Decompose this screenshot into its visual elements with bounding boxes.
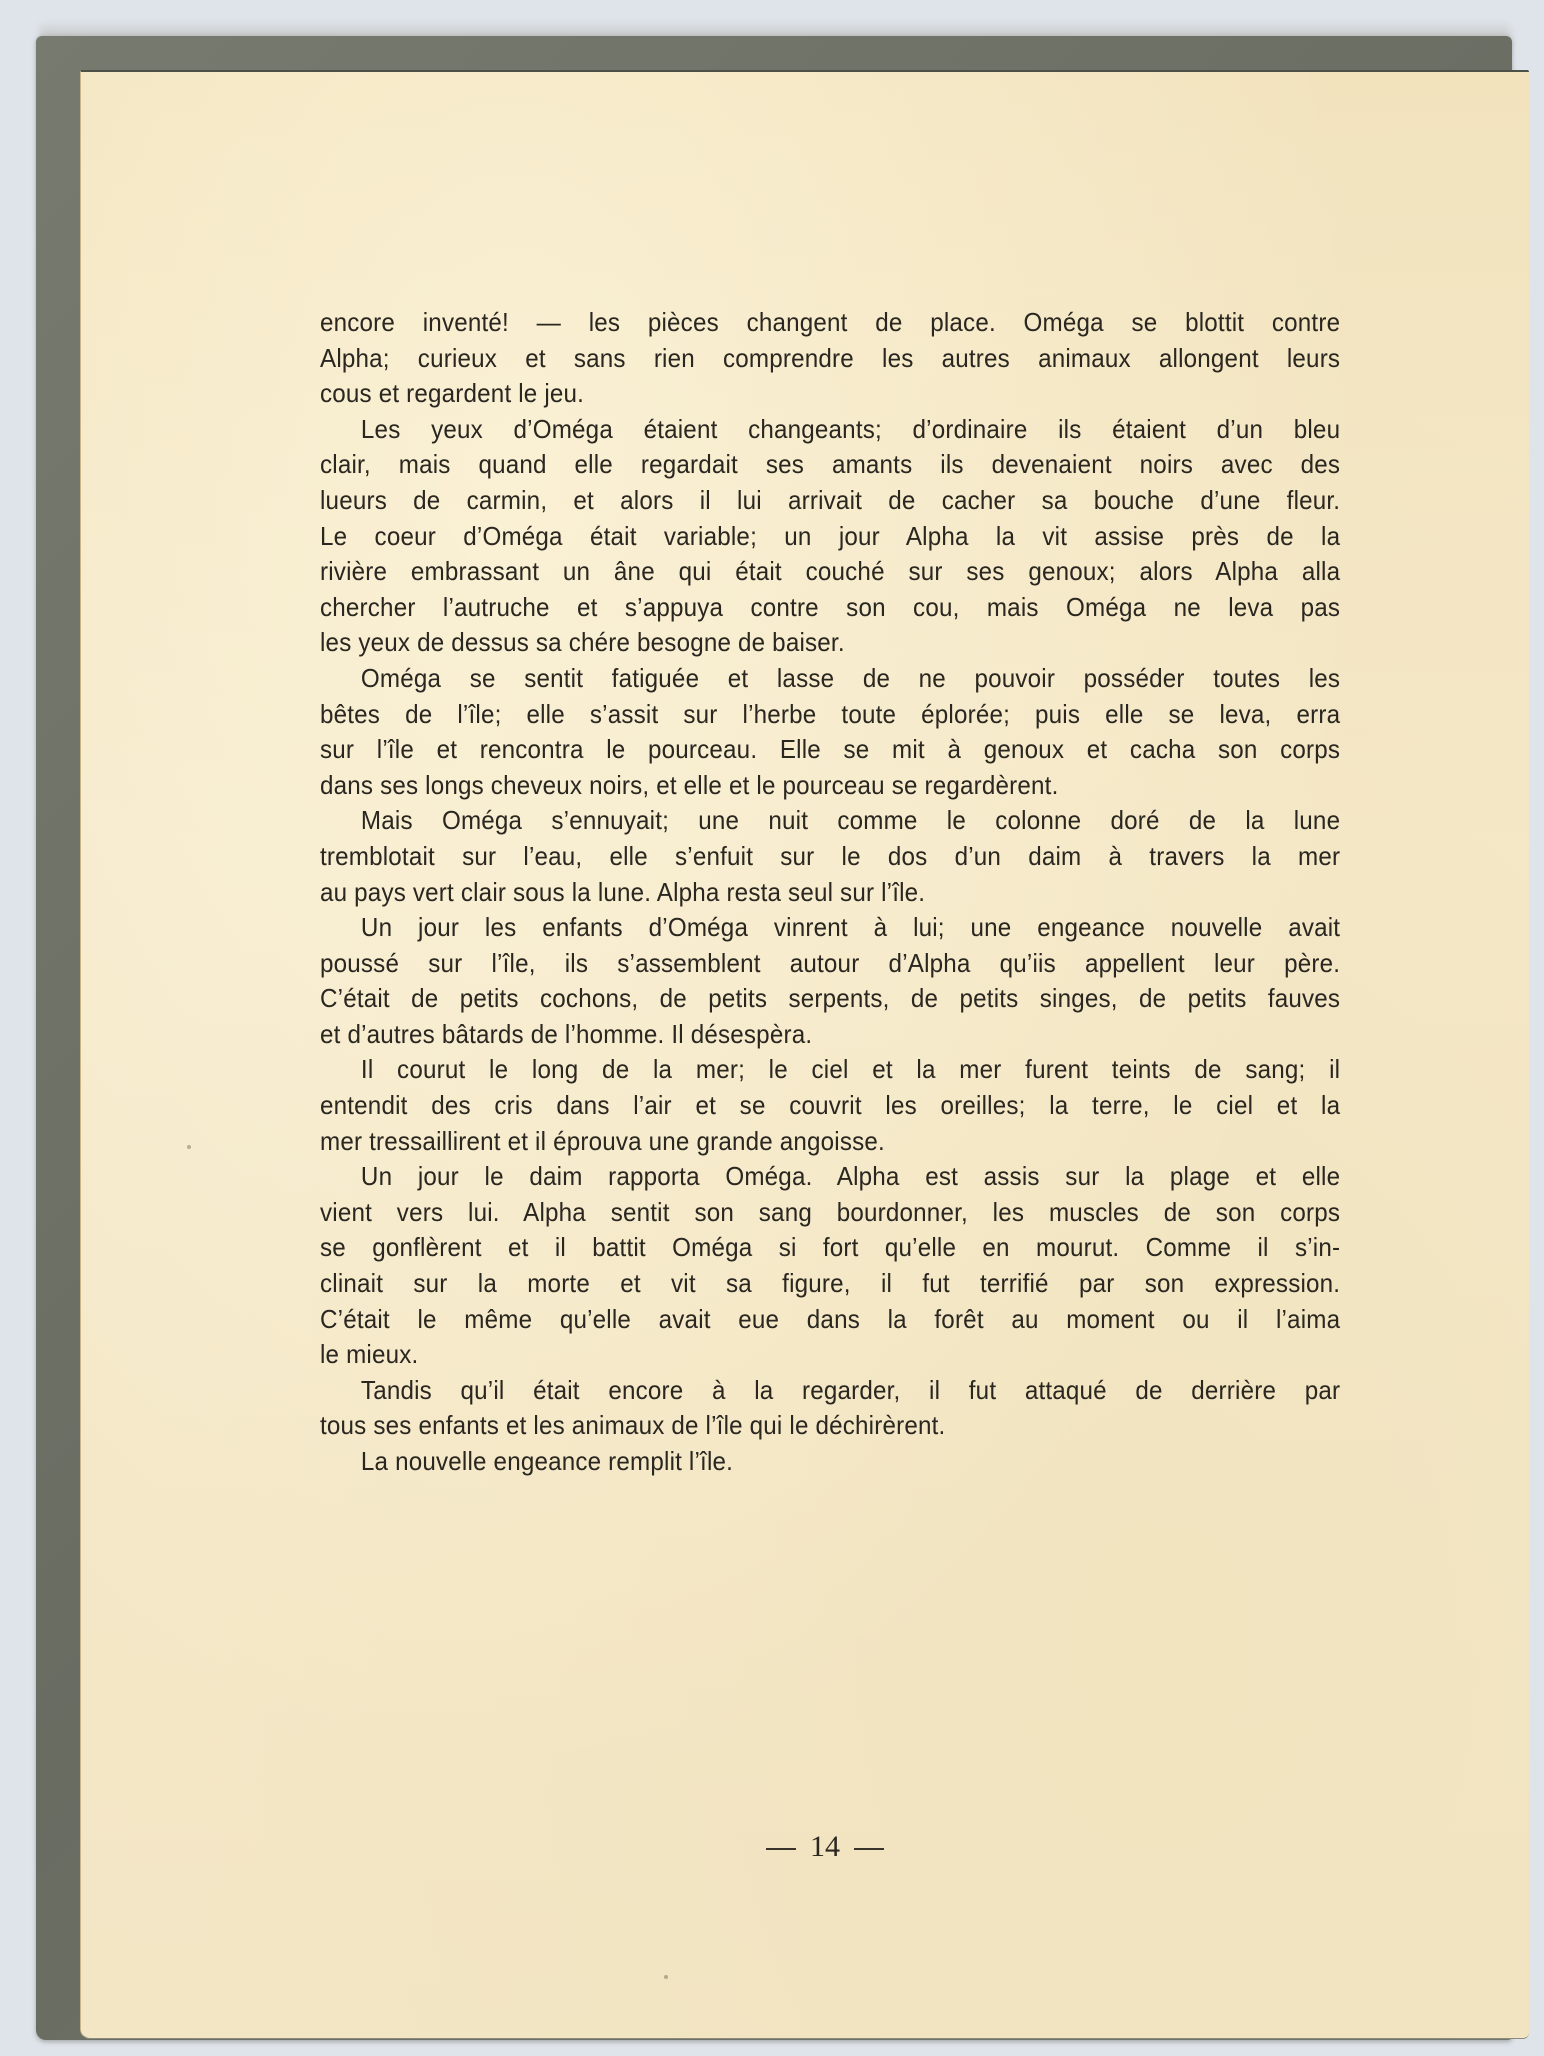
text-line: mer tressaillirent et il éprouva une grande angoisse. xyxy=(320,1125,885,1156)
text-line: clair, mais quand elle regardait ses amants ils devenaient noirs avec des xyxy=(320,449,1341,480)
text-line: et d’autres bâtards de l’homme. Il désespèra. xyxy=(320,1018,813,1049)
text-line: Un jour le daim rapporta Oméga. Alpha est assis sur la plage et elle xyxy=(360,1161,1341,1192)
body-text xyxy=(320,305,1340,1480)
text-line: rivière embrassant un âne qui était couché sur ses genoux; alors Alpha alla xyxy=(320,556,1341,587)
text-line: C’était de petits cochons, de petits serpents, de petits singes, de petits fauves xyxy=(320,983,1341,1014)
paragraph xyxy=(320,910,1340,1052)
text-line: cous et regardent le jeu. xyxy=(320,378,585,409)
text-line: C’était le même qu’elle avait eue dans la forêt au moment ou il l’aima xyxy=(320,1303,1341,1334)
paper-speck xyxy=(664,1975,668,1979)
text-line: Les yeux d’Oméga étaient changeants; d’ordinaire ils étaient d’un bleu xyxy=(360,413,1341,444)
page-number xyxy=(752,1830,892,1864)
text-line: le mieux. xyxy=(320,1339,419,1370)
paragraph xyxy=(320,412,1340,661)
text-line: bêtes de l’île; elle s’assit sur l’herbe toute éplorée; puis elle se leva, erra xyxy=(320,698,1341,729)
text-line: Le coeur d’Oméga était variable; un jour Alpha la vit assise près de la xyxy=(320,520,1341,551)
text-line: clinait sur la morte et vit sa figure, il fut terrifié par son expression. xyxy=(320,1268,1341,1299)
text-line: se gonflèrent et il battit Oméga si fort qu’elle en mourut. Comme il s’in- xyxy=(320,1232,1341,1263)
text-line: tremblotait sur l’eau, elle s’enfuit sur le dos d’un daim à travers la mer xyxy=(320,840,1341,871)
paragraph xyxy=(320,305,1340,412)
text-line: Mais Oméga s’ennuyait; une nuit comme le colonne doré de la lune xyxy=(360,805,1341,836)
text-line: vient vers lui. Alpha sentit son sang bourdonner, les muscles de son corps xyxy=(320,1196,1341,1227)
paragraph xyxy=(320,661,1340,803)
paper-speck xyxy=(187,1145,191,1149)
text-line: encore inventé! — les pièces changent de place. Oméga se blottit contre xyxy=(320,307,1341,337)
text-line: Il courut le long de la mer; le ciel et la mer furent teints de sang; il xyxy=(360,1054,1341,1085)
paragraph xyxy=(320,1444,1340,1480)
text-line: au pays vert clair sous la lune. Alpha resta seul sur l’île. xyxy=(320,876,926,907)
page-number-value: 14 xyxy=(810,1830,840,1863)
text-line: La nouvelle engeance remplit l’île. xyxy=(360,1446,734,1476)
text-line: dans ses longs cheveux noirs, et elle et le pourceau se regardèrent. xyxy=(320,769,1059,800)
text-line: Un jour les enfants d’Oméga vinrent à lui; une engeance nouvelle avait xyxy=(360,912,1341,943)
paragraph xyxy=(320,1373,1340,1444)
text-line: sur l’île et rencontra le pourceau. Elle se mit à genoux et cacha son corps xyxy=(320,734,1341,765)
paragraph xyxy=(320,1159,1340,1373)
text-line: poussé sur l’île, ils s’assemblent autour d’Alpha qu’iis appellent leur père. xyxy=(320,947,1341,978)
paragraph xyxy=(320,1052,1340,1159)
text-line: Oméga se sentit fatiguée et lasse de ne pouvoir posséder toutes les xyxy=(360,662,1341,693)
text-line: chercher l’autruche et s’appuya contre son cou, mais Oméga ne leva pas xyxy=(320,591,1341,622)
text-line: entendit des cris dans l’air et se couvrit les oreilles; la terre, le ciel et la xyxy=(320,1090,1341,1121)
text-line: Tandis qu’il était encore à la regarder, il fut attaqué de derrière par xyxy=(360,1374,1341,1405)
text-line: Alpha; curieux et sans rien comprendre les autres animaux allongent leurs xyxy=(320,342,1341,373)
page-number-dash-right xyxy=(854,1848,884,1850)
text-line: tous ses enfants et les animaux de l’île qui le déchirèrent. xyxy=(320,1410,946,1441)
text-line: lueurs de carmin, et alors il lui arrivait de cacher sa bouche d’une fleur. xyxy=(320,484,1341,515)
page-number-dash-left xyxy=(766,1848,796,1850)
text-line: les yeux de dessus sa chére besogne de baiser. xyxy=(320,627,845,658)
paragraph xyxy=(320,803,1340,910)
